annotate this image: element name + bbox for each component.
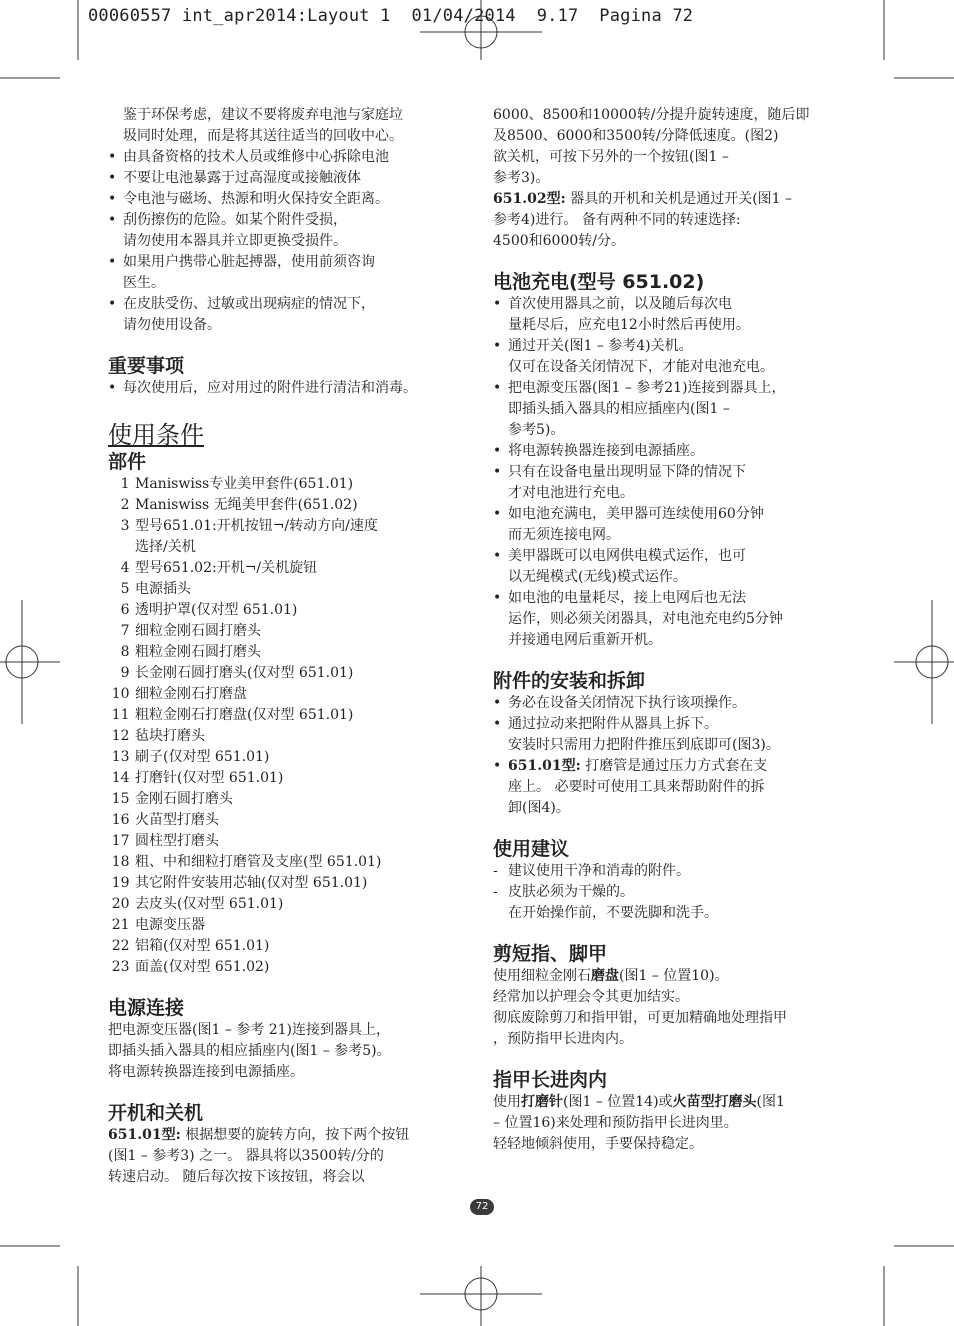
list-item: 5 电源插头 [120,581,191,597]
model2-text: 651.02型: 器具的开机和关机是通过开关(图1 – 参考4)进行。 备有两种不同的转速选择: 4500和6000转/分。 [493,191,793,249]
model-label: 651.01型: [508,758,581,774]
list-item: 8 粗粒金刚石圆打磨头 [120,644,261,660]
list-item: • 把电源变压器(图1 – 参考21)连接到器具上， 即插头插入器具的相应插座内(图1 – 参考5)。 [493,378,855,441]
list-item: 22 铝箱(仅对型 651.01) [111,938,270,954]
list-item: 13 刷子(仅对型 651.01) [111,749,270,765]
conditions-heading: 使用条件 [108,421,204,449]
list-item: 1 Maniswiss专业美甲套件(651.01) [120,476,354,492]
page-number-badge: 72 [470,1199,494,1215]
ingrown-heading: 指甲长进肉内 [493,1069,608,1091]
left-column [108,105,468,1188]
list-item: • 令电池与磁场、热源和明火保持安全距离。 [108,189,468,210]
power-heading: 电源连接 [108,997,185,1019]
list-item: 16 火苗型打磨头 [111,812,219,828]
list-item: • 由具备资格的技术人员或维修中心拆除电池 [108,147,468,168]
attach-list [493,693,855,819]
power-text: 把电源变压器(图1 – 参考 21)连接到器具上， 即插头插入器具的相应插座内(图1 – 参考5)。 将电源转换器连接到电源插座。 [108,1022,391,1080]
list-item: 9 长金刚石圆打磨头(仅对型 651.01) [120,665,354,681]
list-item: • 不要让电池暴露于过高湿度或接触液体 [108,168,468,189]
list-item: • 通过开关(图1 – 参考4)关机。 仅可在设备关闭情况下，才能对电池充电。 [493,336,855,378]
parts-heading: 部件 [108,451,147,473]
list-item: 18 粗、中和细粒打磨管及支座(型 651.01) [111,854,382,870]
right-column [493,105,855,1155]
advice-list [493,861,855,924]
list-item: • 刮伤擦伤的危险。如某个附件受损， 请勿使用本器具并立即更换受损件。 [108,210,468,252]
list-item: 4 型号651.02:开机¬/关机旋钮 [120,560,318,576]
list-item: 6 透明护罩(仅对型 651.01) [120,602,298,618]
battery-heading: 电池充电(型号 651.02) [493,271,705,293]
model-label: 651.02型: [493,191,566,207]
trim-text-1: 使用细粒金刚石磨盘(图1 – 位置10)。 [493,968,729,984]
important-list [108,378,468,399]
attach-heading: 附件的安装和拆卸 [493,670,646,692]
trim-heading: 剪短指、脚甲 [493,943,608,965]
list-item: 17 圆柱型打磨头 [111,833,219,849]
list-item: • 如电池充满电，美甲器可连续使用60分钟 而无须连接电网。 [493,504,855,546]
list-item: • 每次使用后，应对用过的附件进行清洁和消毒。 [108,378,468,399]
list-item: 19 其它附件安装用芯轴(仅对型 651.01) [111,875,368,891]
onoff-text: 651.01型: 根据想要的旋转方向，按下两个按钮 (图1 – 参考3) 之一。 器具将以3500转/分的 转速启动。 随后每次按下该按钮，将会以 [108,1127,410,1185]
list-item: 12 毡块打磨头 [111,728,205,744]
list-item: • 只有在设备电量出现明显下降的情况下 才对电池进行充电。 [493,462,855,504]
warning-list [108,147,468,336]
list-item: 20 去皮头(仅对型 651.01) [111,896,284,912]
list-item: 23 面盖(仅对型 651.02) [111,959,270,975]
model-label: 651.01型: [108,1127,181,1143]
parts-list [108,474,468,978]
list-item: - 皮肤必须为干燥的。 在开始操作前，不要洗脚和洗手。 [493,882,855,924]
onoff-continuation: 6000、8500和10000转/分提升旋转速度，随后即 及8500、6000和3500转/分降低速度。(图2) 欲关机，可按下另外的一个按钮(图1 – 参考3)。 [493,107,810,186]
intro-continuation: 鉴于环保考虑，建议不要将废弃电池与家庭垃 圾同时处理，而是将其送往适当的回收中心。 [123,107,403,144]
list-item: • 首次使用器具之前，以及随后每次电 量耗尽后，应充电12小时然后再使用。 [493,294,855,336]
trim-text-2: 经常加以护理会令其更加结实。 彻底废除剪刀和指甲钳，可更加精确地处理指甲 ，预防指甲长进肉内。 [493,989,787,1047]
list-item: 3 型号651.01:开机按钮¬/转动方向/速度 选择/关机 [120,518,378,555]
list-item: 11 粗粒金刚石打磨盘(仅对型 651.01) [111,707,354,723]
list-item: • 651.01型: 打磨管是通过压力方式套在支 座上。 必要时可使用工具来帮助附件的拆 卸(图4)。 [493,756,855,819]
list-item: • 务必在设备关闭情况下执行该项操作。 [493,693,855,714]
advice-heading: 使用建议 [493,838,570,860]
list-item: 7 细粒金刚石圆打磨头 [120,623,261,639]
list-item: • 美甲器既可以电网供电模式运作，也可 以无绳模式(无线)模式运作。 [493,546,855,588]
ingrown-text: 使用打磨针(图1 – 位置14)或火苗型打磨头(图1 – 位置16)来处理和预防指甲长进肉里。 轻轻地倾斜使用，手要保持稳定。 [493,1094,785,1152]
list-item: • 在皮肤受伤、过敏或出现病症的情况下， 请勿使用设备。 [108,294,468,336]
list-item: 2 Maniswiss 无绳美甲套件(651.02) [120,497,358,513]
list-item: • 通过拉动来把附件从器具上拆下。 安装时只需用力把附件推压到底即可(图3)。 [493,714,855,756]
list-item: - 建议使用干净和消毒的附件。 [493,861,855,882]
onoff-heading: 开机和关机 [108,1102,204,1124]
list-item: 14 打磨针(仅对型 651.01) [111,770,284,786]
list-item: 15 金刚石圆打磨头 [111,791,233,807]
battery-list [493,294,855,651]
important-heading: 重要事项 [108,355,185,377]
list-item: • 如果用户携带心脏起搏器，使用前须咨询 医生。 [108,252,468,294]
list-item: 21 电源变压器 [111,917,205,933]
list-item: 10 细粒金刚石打磨盘 [111,686,247,702]
print-slug: 00060557 int_apr2014:Layout 1 01/04/2014 9.17 Pagina 72 [88,6,694,26]
list-item: • 如电池的电量耗尽，接上电网后也无法 运作，则必须关闭器具，对电池充电约5分钟 并接通电网后重新开机。 [493,588,855,651]
list-item: • 将电源转换器连接到电源插座。 [493,441,855,462]
